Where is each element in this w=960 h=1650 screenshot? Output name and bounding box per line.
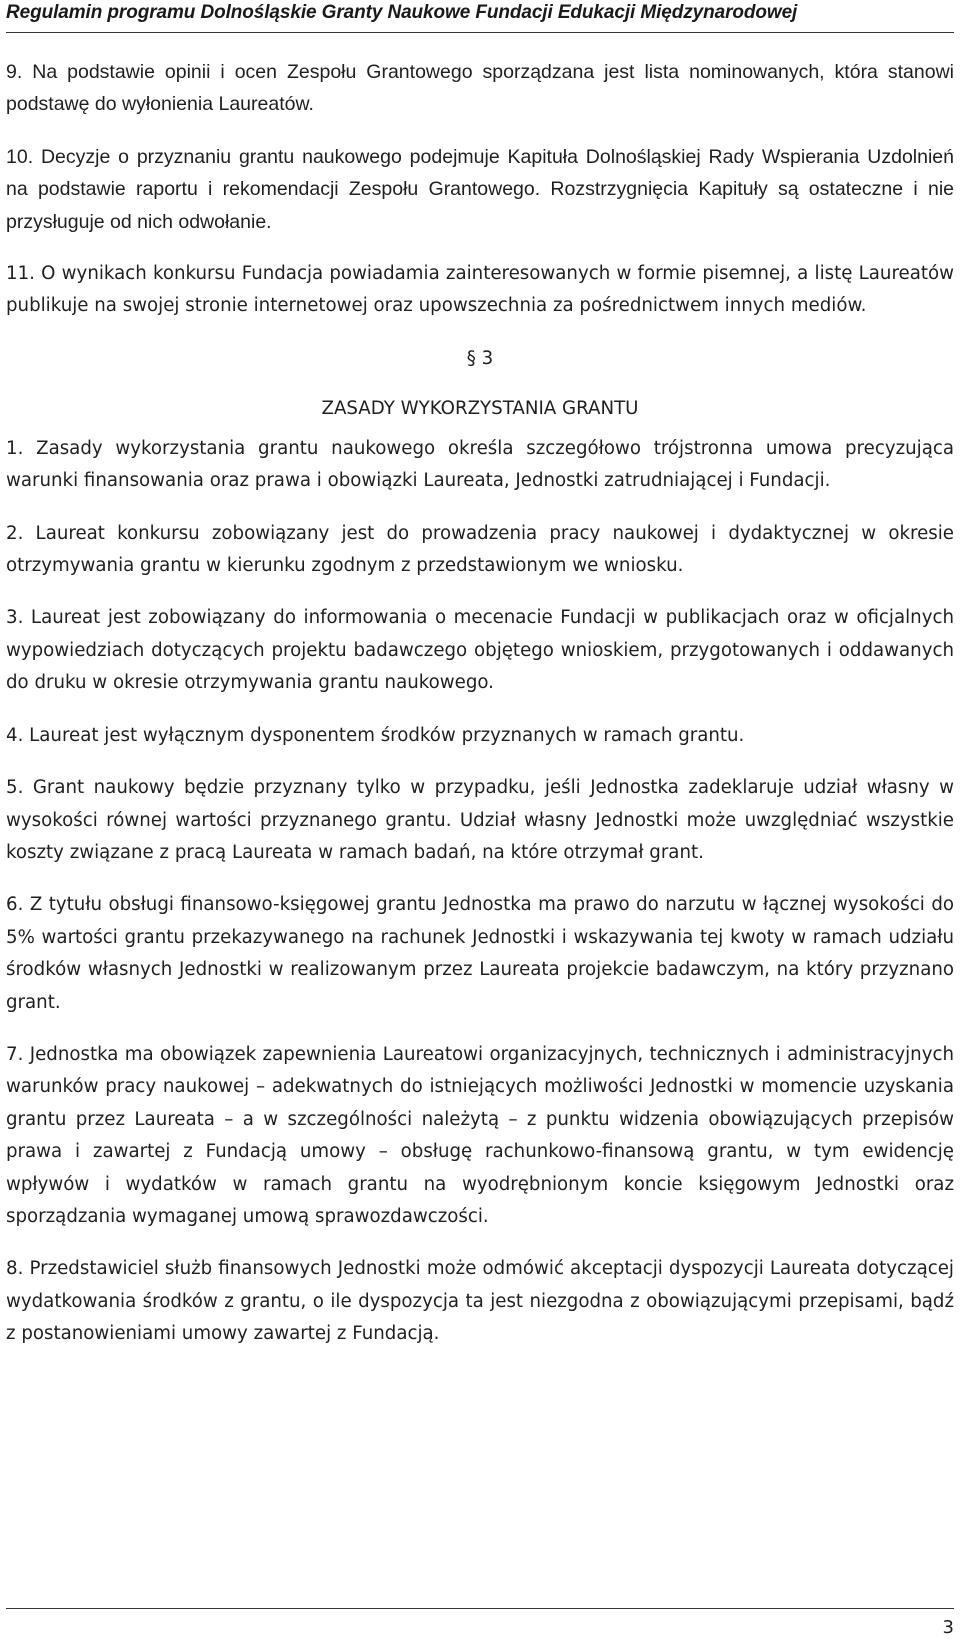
footer-divider xyxy=(6,1608,954,1609)
page-number: 3 xyxy=(942,1617,954,1638)
section-paragraph-2: 2. Laureat konkursu zobowiązany jest do prowadzenia pracy naukowej i dydaktycznej w okresie otrzymywania grantu w kierunku zgodnym z przedstawionym we wniosku. xyxy=(6,522,954,577)
paragraph-10: 10. Decyzje o przyznaniu grantu naukowego podejmuje Kapituła Dolnośląskiej Rady Wspierania Uzdolnień na podstawie raportu i rekomendacji Zespołu Grantowego. Rozstrzygnięcia Kapituły są ostateczne i nie przysługuje od nich odwołanie. xyxy=(6,145,954,233)
section-title: ZASADY WYKORZYSTANIA GRANTU xyxy=(321,397,639,419)
document-header-title: Regulamin programu Dolnośląskie Granty Naukowe Fundacji Edukacji Międzynarodowej xyxy=(6,2,798,23)
section-paragraph-4: 4. Laureat jest wyłącznym dysponentem środków przyznanych w ramach grantu. xyxy=(6,724,745,746)
paragraph-11: 11. O wynikach konkursu Fundacja powiadamia zainteresowanych w formie pisemnej, a listę Laureatów publikuje na swojej stronie internetowej oraz upowszechnia za pośrednictwem innych mediów. xyxy=(6,263,954,317)
section-paragraph-6: 6. Z tytułu obsługi finansowo-księgowej grantu Jednostka ma prawo do narzutu w łącznej wysokości do 5% wartości grantu przekazywanego na rachunek Jednostki i wskazywania tej kwoty w ramach udziału środków własnych Jednostki w realizowanym przez Laureata projekcie badawczym, na który przyznano grant. xyxy=(6,894,954,1013)
section-paragraph-5: 5. Grant naukowy będzie przyznany tylko w przypadku, jeśli Jednostka zadeklaruje udział własny w wysokości równej wartości przyznanego grantu. Udział własny Jednostki może uwzględniać wszystkie koszty związane z pracą Laureata w ramach badań, na które otrzymał grant. xyxy=(6,777,954,863)
section-paragraph-1: 1. Zasady wykorzystania grantu naukowego określa szczegółowo trójstronna umowa precyzująca warunki finansowania oraz prawa i obowiązki Laureata, Jednostki zatrudniającej i Fundacji. xyxy=(6,437,954,492)
header-divider xyxy=(6,32,954,33)
paragraph-9: 9. Na podstawie opinii i ocen Zespołu Grantowego sporządzana jest lista nominowanych, która stanowi podstawę do wyłonienia Laureatów. xyxy=(6,61,954,116)
section-paragraph-3: 3. Laureat jest zobowiązany do informowania o mecenacie Fundacji w publikacjach oraz w oficjalnych wypowiedziach dotyczących projektu badawczego objętego wnioskiem, przygotowanych i oddawanych do druku w okresie otrzymywania grantu naukowego. xyxy=(6,607,954,694)
section-paragraph-7: 7. Jednostka ma obowiązek zapewnienia Laureatowi organizacyjnych, technicznych i administracyjnych warunków pracy naukowej – adekwatnych do istniejących możliwości Jednostki w momencie uzyskania grantu przez Laureata – a w szczególności należytą – z punktu widzenia obowiązujących przepisów prawa i zawartej z Fundacją umowy – obsługę rachunkowo-finansową grantu, w tym ewidencję wpływów i wydatków w ramach grantu na wyodrębnionym koncie księgowym Jednostki oraz sporządzania wymaganej umową sprawozdawczości. xyxy=(6,1043,954,1227)
document-body xyxy=(6,56,954,1371)
section-paragraph-8: 8. Przedstawiciel służb finansowych Jednostki może odmówić akceptacji dyspozycji Laureata dotyczącej wydatkowania środków z grantu, o ile dyspozycja ta jest niezgodna z obowiązującymi przepisami, bądź z postanowieniami umowy zawartej z Fundacją. xyxy=(6,1258,954,1345)
section-number: § 3 xyxy=(466,347,494,369)
